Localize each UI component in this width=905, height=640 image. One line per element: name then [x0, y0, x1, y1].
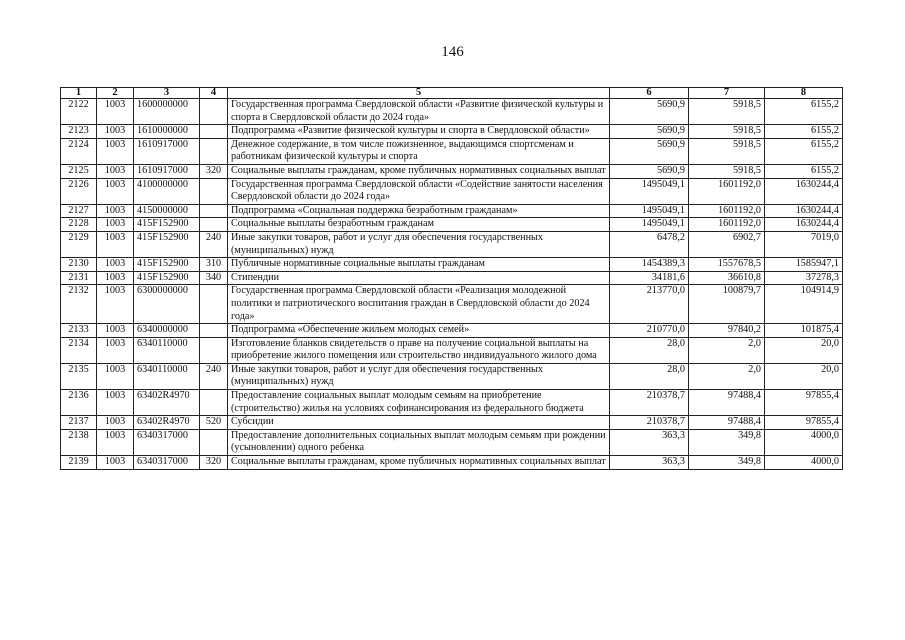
section-code: 1003 [97, 99, 134, 125]
target-article-code: 6300000000 [134, 285, 200, 324]
section-code: 1003 [97, 231, 134, 257]
section-code: 1003 [97, 178, 134, 204]
amount-col-7: 5918,5 [689, 99, 765, 125]
column-header: 1 [61, 88, 97, 99]
column-header: 5 [228, 88, 610, 99]
amount-col-6: 6478,2 [610, 231, 689, 257]
amount-col-7: 5918,5 [689, 125, 765, 139]
amount-col-6: 1495049,1 [610, 204, 689, 218]
row-number: 2133 [61, 324, 97, 338]
table-row [61, 218, 843, 232]
target-article-code: 1610917000 [134, 164, 200, 178]
amount-col-7: 349,8 [689, 456, 765, 470]
amount-col-8: 1630244,4 [765, 218, 843, 232]
section-code: 1003 [97, 164, 134, 178]
amount-col-7: 1601192,0 [689, 204, 765, 218]
table-row [61, 429, 843, 455]
amount-col-7: 97488,4 [689, 390, 765, 416]
table-row [61, 258, 843, 272]
target-article-code: 415F152900 [134, 218, 200, 232]
table-row [61, 416, 843, 430]
expense-type-code [200, 337, 228, 363]
target-article-code: 4150000000 [134, 204, 200, 218]
expense-type-code [200, 390, 228, 416]
table-row [61, 285, 843, 324]
item-name: Социальные выплаты гражданам, кроме публичных нормативных социальных выплат [228, 456, 610, 470]
amount-col-6: 34181,6 [610, 271, 689, 285]
item-name: Подпрограмма «Социальная поддержка безработным гражданам» [228, 204, 610, 218]
amount-col-7: 36610,8 [689, 271, 765, 285]
target-article-code: 415F152900 [134, 231, 200, 257]
amount-col-8: 4000,0 [765, 456, 843, 470]
item-name: Предоставление дополнительных социальных выплат молодым семьям при рождении (усыновлении) одного ребенка [228, 429, 610, 455]
section-code: 1003 [97, 429, 134, 455]
table-row [61, 125, 843, 139]
expense-type-code [200, 138, 228, 164]
table-row [61, 164, 843, 178]
expense-type-code [200, 178, 228, 204]
item-name: Субсидии [228, 416, 610, 430]
row-number: 2136 [61, 390, 97, 416]
section-code: 1003 [97, 125, 134, 139]
expense-type-code: 320 [200, 164, 228, 178]
amount-col-8: 6155,2 [765, 99, 843, 125]
table-row [61, 363, 843, 389]
section-code: 1003 [97, 258, 134, 272]
item-name: Государственная программа Свердловской области «Развитие физической культуры и спорта в Свердловской области до 2024 года» [228, 99, 610, 125]
item-name: Социальные выплаты гражданам, кроме публичных нормативных социальных выплат [228, 164, 610, 178]
section-code: 1003 [97, 456, 134, 470]
item-name: Государственная программа Свердловской области «Реализация молодежной политики и патриотического воспитания граждан в Свердловской области до 2024 года» [228, 285, 610, 324]
row-number: 2138 [61, 429, 97, 455]
expense-type-code [200, 429, 228, 455]
amount-col-6: 210378,7 [610, 390, 689, 416]
row-number: 2135 [61, 363, 97, 389]
item-name: Подпрограмма «Развитие физической культуры и спорта в Свердловской области» [228, 125, 610, 139]
amount-col-8: 97855,4 [765, 390, 843, 416]
expense-type-code: 340 [200, 271, 228, 285]
table-row [61, 271, 843, 285]
expense-type-code [200, 218, 228, 232]
target-article-code: 1610000000 [134, 125, 200, 139]
amount-col-6: 363,3 [610, 429, 689, 455]
target-article-code: 6340317000 [134, 429, 200, 455]
amount-col-6: 1454389,3 [610, 258, 689, 272]
row-number: 2122 [61, 99, 97, 125]
table-row [61, 138, 843, 164]
amount-col-6: 28,0 [610, 363, 689, 389]
budget-table [60, 87, 843, 470]
amount-col-7: 349,8 [689, 429, 765, 455]
amount-col-8: 6155,2 [765, 164, 843, 178]
column-header: 8 [765, 88, 843, 99]
amount-col-7: 5918,5 [689, 164, 765, 178]
amount-col-6: 5690,9 [610, 138, 689, 164]
row-number: 2127 [61, 204, 97, 218]
section-code: 1003 [97, 363, 134, 389]
amount-col-7: 6902,7 [689, 231, 765, 257]
amount-col-7: 100879,7 [689, 285, 765, 324]
column-header: 4 [200, 88, 228, 99]
amount-col-6: 5690,9 [610, 164, 689, 178]
table-row [61, 337, 843, 363]
table-row [61, 99, 843, 125]
target-article-code: 6340317000 [134, 456, 200, 470]
section-code: 1003 [97, 271, 134, 285]
row-number: 2128 [61, 218, 97, 232]
amount-col-8: 97855,4 [765, 416, 843, 430]
amount-col-6: 363,3 [610, 456, 689, 470]
expense-type-code: 320 [200, 456, 228, 470]
item-name: Предоставление социальных выплат молодым семьям на приобретение (строительство) жилья на условиях софинансирования из федерального бюджета [228, 390, 610, 416]
amount-col-6: 210770,0 [610, 324, 689, 338]
expense-type-code [200, 285, 228, 324]
item-name: Государственная программа Свердловской области «Содействие занятости населения Свердловской области до 2024 года» [228, 178, 610, 204]
row-number: 2137 [61, 416, 97, 430]
column-header: 7 [689, 88, 765, 99]
amount-col-7: 97488,4 [689, 416, 765, 430]
section-code: 1003 [97, 416, 134, 430]
table-row [61, 456, 843, 470]
item-name: Иные закупки товаров, работ и услуг для обеспечения государственных (муниципальных) нужд [228, 231, 610, 257]
row-number: 2125 [61, 164, 97, 178]
target-article-code: 4100000000 [134, 178, 200, 204]
expense-type-code [200, 204, 228, 218]
amount-col-8: 104914,9 [765, 285, 843, 324]
amount-col-7: 1601192,0 [689, 178, 765, 204]
amount-col-6: 1495049,1 [610, 218, 689, 232]
section-code: 1003 [97, 138, 134, 164]
table-header-row [61, 88, 843, 99]
section-code: 1003 [97, 218, 134, 232]
amount-col-8: 101875,4 [765, 324, 843, 338]
expense-type-code: 240 [200, 231, 228, 257]
amount-col-8: 6155,2 [765, 138, 843, 164]
target-article-code: 415F152900 [134, 271, 200, 285]
table-body [61, 99, 843, 470]
amount-col-8: 7019,0 [765, 231, 843, 257]
amount-col-7: 5918,5 [689, 138, 765, 164]
row-number: 2130 [61, 258, 97, 272]
amount-col-6: 28,0 [610, 337, 689, 363]
item-name: Социальные выплаты безработным гражданам [228, 218, 610, 232]
row-number: 2129 [61, 231, 97, 257]
target-article-code: 6340110000 [134, 363, 200, 389]
item-name: Денежное содержание, в том числе пожизненное, выдающимся спортсменам и работникам физической культуры и спорта [228, 138, 610, 164]
item-name: Изготовление бланков свидетельств о праве на получение социальной выплаты на приобретение жилого помещения или строительство индивидуального жилого дома [228, 337, 610, 363]
table-row [61, 204, 843, 218]
target-article-code: 63402R4970 [134, 416, 200, 430]
row-number: 2139 [61, 456, 97, 470]
row-number: 2134 [61, 337, 97, 363]
section-code: 1003 [97, 324, 134, 338]
row-number: 2124 [61, 138, 97, 164]
column-header: 3 [134, 88, 200, 99]
expense-type-code [200, 99, 228, 125]
row-number: 2132 [61, 285, 97, 324]
item-name: Иные закупки товаров, работ и услуг для обеспечения государственных (муниципальных) нужд [228, 363, 610, 389]
amount-col-6: 1495049,1 [610, 178, 689, 204]
amount-col-6: 213770,0 [610, 285, 689, 324]
table-row [61, 324, 843, 338]
amount-col-8: 6155,2 [765, 125, 843, 139]
amount-col-8: 37278,3 [765, 271, 843, 285]
table-row [61, 231, 843, 257]
section-code: 1003 [97, 337, 134, 363]
item-name: Стипендии [228, 271, 610, 285]
table-row [61, 178, 843, 204]
amount-col-6: 5690,9 [610, 99, 689, 125]
amount-col-7: 1557678,5 [689, 258, 765, 272]
section-code: 1003 [97, 285, 134, 324]
expense-type-code [200, 324, 228, 338]
amount-col-8: 20,0 [765, 337, 843, 363]
target-article-code: 6340000000 [134, 324, 200, 338]
amount-col-7: 2,0 [689, 337, 765, 363]
amount-col-8: 1630244,4 [765, 178, 843, 204]
table-row [61, 390, 843, 416]
amount-col-8: 4000,0 [765, 429, 843, 455]
row-number: 2123 [61, 125, 97, 139]
column-header: 2 [97, 88, 134, 99]
target-article-code: 63402R4970 [134, 390, 200, 416]
expense-type-code [200, 125, 228, 139]
column-header: 6 [610, 88, 689, 99]
section-code: 1003 [97, 204, 134, 218]
amount-col-8: 1630244,4 [765, 204, 843, 218]
expense-type-code: 520 [200, 416, 228, 430]
target-article-code: 1600000000 [134, 99, 200, 125]
target-article-code: 415F152900 [134, 258, 200, 272]
row-number: 2131 [61, 271, 97, 285]
target-article-code: 1610917000 [134, 138, 200, 164]
item-name: Подпрограмма «Обеспечение жильем молодых семей» [228, 324, 610, 338]
target-article-code: 6340110000 [134, 337, 200, 363]
amount-col-6: 5690,9 [610, 125, 689, 139]
amount-col-7: 97840,2 [689, 324, 765, 338]
amount-col-7: 2,0 [689, 363, 765, 389]
item-name: Публичные нормативные социальные выплаты гражданам [228, 258, 610, 272]
amount-col-7: 1601192,0 [689, 218, 765, 232]
expense-type-code: 310 [200, 258, 228, 272]
amount-col-8: 20,0 [765, 363, 843, 389]
expense-type-code: 240 [200, 363, 228, 389]
row-number: 2126 [61, 178, 97, 204]
page-number: 146 [441, 44, 464, 60]
section-code: 1003 [97, 390, 134, 416]
amount-col-6: 210378,7 [610, 416, 689, 430]
amount-col-8: 1585947,1 [765, 258, 843, 272]
